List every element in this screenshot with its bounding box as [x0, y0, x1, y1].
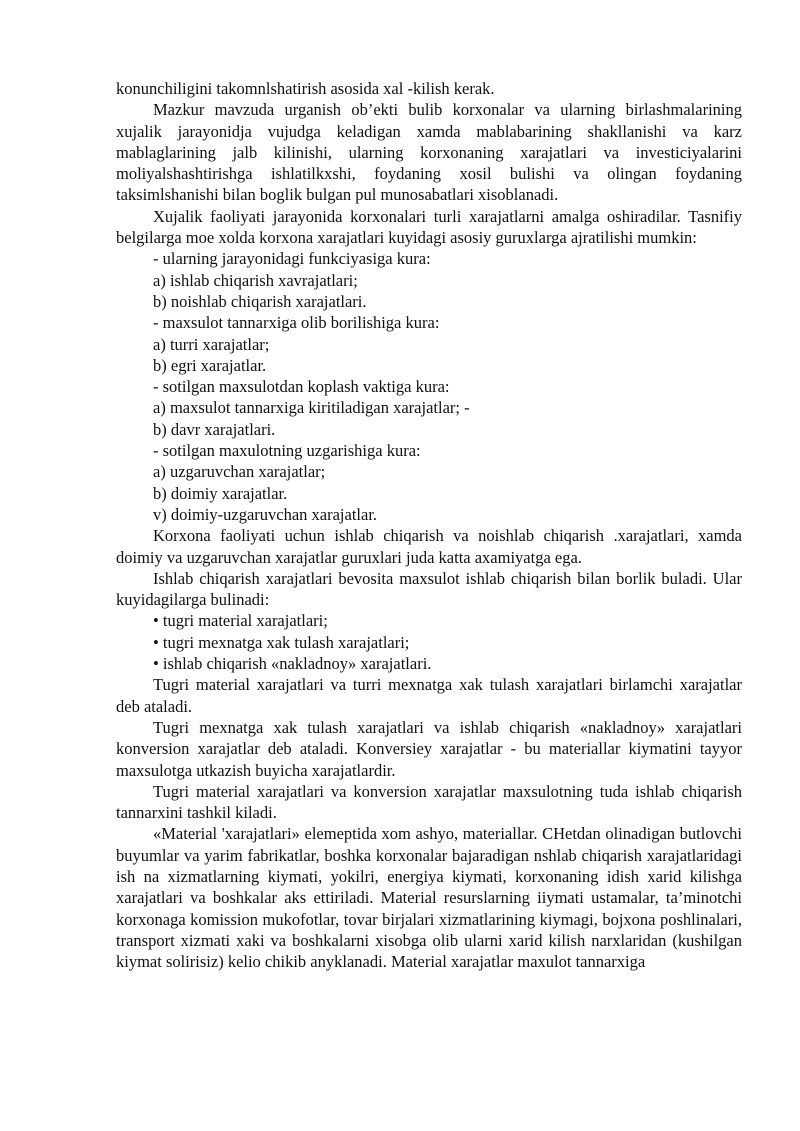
- paragraph: Korxona faoliyati uchun ishlab chiqarish va noishlab chiqarish .xarajatlari, xamda doimiy va uzgaruvchan xarajatlar guruxlari juda katta axamiyatga ega.: [116, 526, 742, 567]
- list-item: - sotilgan maxulotning uzgarishiga kura:: [153, 441, 421, 461]
- list-item: b) noishlab chiqarish xarajatlari.: [153, 291, 367, 311]
- list-item: a) turri xarajatlar;: [153, 334, 270, 354]
- list-item: • tugri mexnatga xak tulash xarajatlari;: [153, 632, 410, 652]
- list-item: a) uzgaruvchan xarajatlar;: [153, 462, 326, 482]
- paragraph: konunchiligini takomnlshatirish asosida xal -kilish kerak.: [116, 79, 495, 98]
- paragraph: Tugri material xarajatlari va konversion xarajatlar maxsulotning tuda ishlab chiqarish tannarxini tashkil kiladi.: [116, 781, 742, 823]
- list-item: • tugri material xarajatlari;: [153, 611, 328, 631]
- list-item: - maxsulot tannarxiga olib borilishiga kura:: [153, 313, 440, 333]
- paragraph: Mazkur mavzuda urganish ob’ekti bulib korxonalar va ularning birlashmalarining xujalik jarayonidja vujudga keladigan xamda mablabarining shakllanishi va karz mablaglarining jalb kilinishi, ularning korxonaning xarajatlari va investiciyalarini moliyalshashtirishga ishlatilkxshi, foydaning xosil bulishi va olingan foydaning taksimlshanishi bilan boglik bulgan pul munosabatlari xisoblanadi.: [116, 100, 742, 205]
- paragraph: «Material 'xarajatlari» elemeptida xom ashyo, materiallar. CHetdan olinadigan butlovchi buyumlar va yarim fabrikatlar, boshka korxonalar bajaradigan nshlab chiqarish xarajatlaridagi ish na xizmatlarning kiymati, yokilri, energiya kiymati, korxonaning idish xarid kilishga xarajatlari va boshkalar aks ettiriladi. Material resurslarning iiymati ustamalar, ta’minotchi korxonaga komission mukofotlar, tovar birjalari xizmatlarining kiymagi, bojxona poshlinalari, transport xizmati xaki va boshkalarni xisobga olib ularni xarid kilish narxlaridan (kushilgan kiymat solirisiz) kelio chikib anyklanadi. Material xarajatlar maxulot tannarxiga: [116, 824, 742, 972]
- list-item: - ularning jarayonidagi funkciyasiga kura:: [153, 249, 431, 269]
- list-item: • ishlab chiqarish «nakladnoy» xarajatlari.: [153, 654, 432, 674]
- list-item: b) doimiy xarajatlar.: [153, 483, 288, 503]
- list-item: b) davr xarajatlari.: [153, 419, 276, 439]
- document-page: [116, 78, 742, 972]
- list-item: b) egri xarajatlar.: [153, 355, 267, 375]
- list-item: a) ishlab chiqarish xavrajatlari;: [153, 270, 358, 290]
- list-item: v) doimiy-uzgaruvchan xarajatlar.: [153, 504, 378, 524]
- paragraph: Xujalik faoliyati jarayonida korxonalari turli xarajatlarni amalga oshiradilar. Tasnifiy belgilarga moe xolda korxona xarajatlari kuyidagi asosiy guruxlarga ajratilishi mumkin:: [116, 206, 742, 248]
- paragraph: Tugri mexnatga xak tulash xarajatlari va ishlab chiqarish «nakladnoy» xarajatlari konversion xarajatlar deb ataladi. Konversiey xarajatlar - bu materiallar kiymatini tayyor maxsulotga utkazish buyicha xarajatlardir.: [116, 717, 742, 780]
- paragraph: Tugri material xarajatlari va turri mexnatga xak tulash xarajatlari birlamchi xarajatlar deb ataladi.: [116, 675, 742, 716]
- list-item: - sotilgan maxsulotdan koplash vaktiga kura:: [153, 377, 450, 397]
- paragraph: Ishlab chiqarish xarajatlari bevosita maxsulot ishlab chiqarish bilan borlik buladi. Ular kuyidagilarga bulinadi:: [116, 568, 742, 610]
- list-item: a) maxsulot tannarxiga kiritiladigan xarajatlar; -: [153, 398, 470, 418]
